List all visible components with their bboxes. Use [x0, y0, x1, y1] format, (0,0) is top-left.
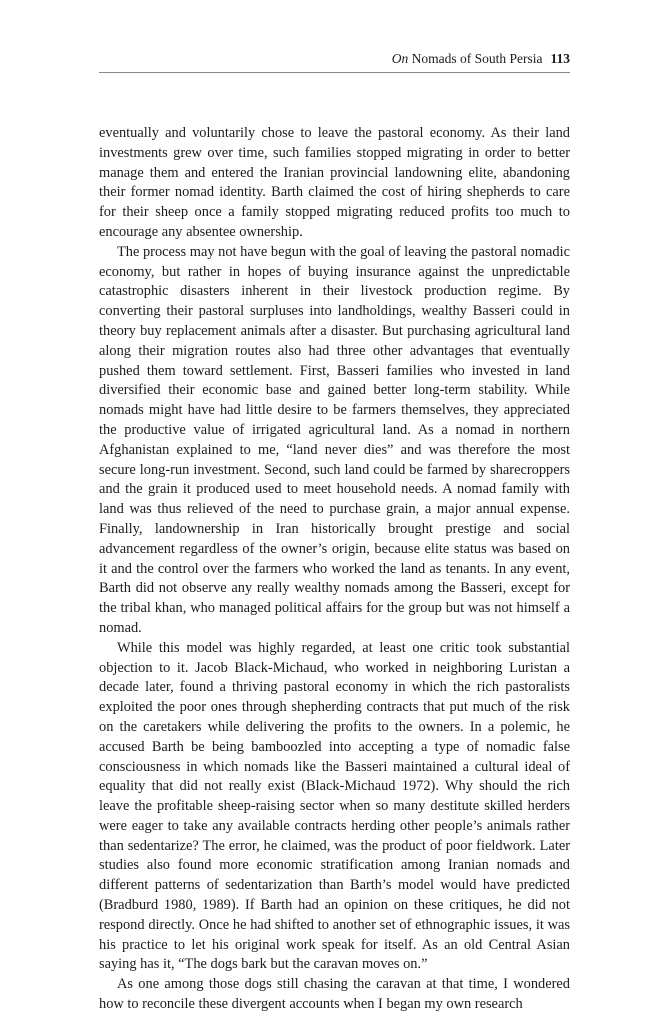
paragraph: As one among those dogs still chasing the caravan at that time, I wondered how to reconcile these divergent accounts when I began my own research — [99, 976, 570, 1013]
page-header — [99, 50, 570, 73]
paragraph: While this model was highly regarded, at least one critic took substantial objection to it. Jacob Black-Michaud, who worked in neighboring Luristan a decade later, found a thriving pastoral economy in which the rich pastoralists exploited the poor ones through shepherding contracts that put much of the risk on the caretakers while delivering the profits to the owners. In a polemic, he accused Barth be being bamboozled into accepting a type of nomadic false consciousness in which nomads like the Basseri maintained a cultural ideal of equality that did not really exist (Black-Michaud 1972). Why should the rich leave the profitable sheep-raising sector when so many destitute skilled herders were eager to take any available contracts herding other people’s animals rather than sedentarize? The error, he claimed, was the product of poor fieldwork. Later studies also found more economic stratification among Iranian nomads and different patterns of sedentarization than Barth’s model would have predicted (Bradburd 1980, 1989). If Barth had an opinion on these critiques, he did not respond directly. Once he had shifted to another set of ethnographic issues, it was his practice to let his original work speak for itself. As an old Central Asian saying has it, “The dogs bark but the caravan moves on.” — [99, 639, 570, 973]
body-text — [99, 124, 570, 1015]
paragraph: The process may not have begun with the goal of leaving the pastoral nomadic economy, but rather in hopes of buying insurance against the unpredictable catastrophic disasters inherent in their livestock production regime. By converting their pastoral surpluses into landholdings, wealthy Basseri could in theory buy replacement animals after a disaster. But purchasing agricultural land along their migration routes also had three other advantages that eventually pushed them toward settlement. First, Basseri families who invested in land diversified their economic base and gained better long-term stability. While nomads might have had little desire to be farmers themselves, they appreciated the productive value of irrigated agricultural land. As a nomad in northern Afghanistan explained to me, “land never dies” and was therefore the most secure long-run investment. Second, such land could be farmed by sharecroppers and the grain it produced used to meet household needs. A nomad family with land was thus relieved of the need to purchase grain, a major annual expense. Finally, landownership in Iran historically brought prestige and social advancement regardless of the owner’s origin, because elite status was based on it and the control over the farmers who worked the land as tenants. In any event, Barth did not observe any really wealthy nomads among the Basseri, except for the tribal khan, who managed political affairs for the group but was not himself a nomad. — [99, 243, 570, 636]
running-head-italic: On — [391, 51, 409, 66]
running-head — [392, 50, 570, 68]
running-head-title: Nomads of South Persia — [408, 51, 543, 66]
paragraph-continued: eventually and voluntarily chose to leave the pastoral economy. As their land investments grew over time, such families stopped migrating in order to better manage them and entered the Iranian provincial landowning elite, abandoning their former nomad identity. Barth claimed the cost of hiring shepherds to care for their sheep once a family stopped migrating reduced profits too much to encourage any absentee ownership. — [99, 125, 570, 240]
page-number: 113 — [550, 51, 570, 66]
